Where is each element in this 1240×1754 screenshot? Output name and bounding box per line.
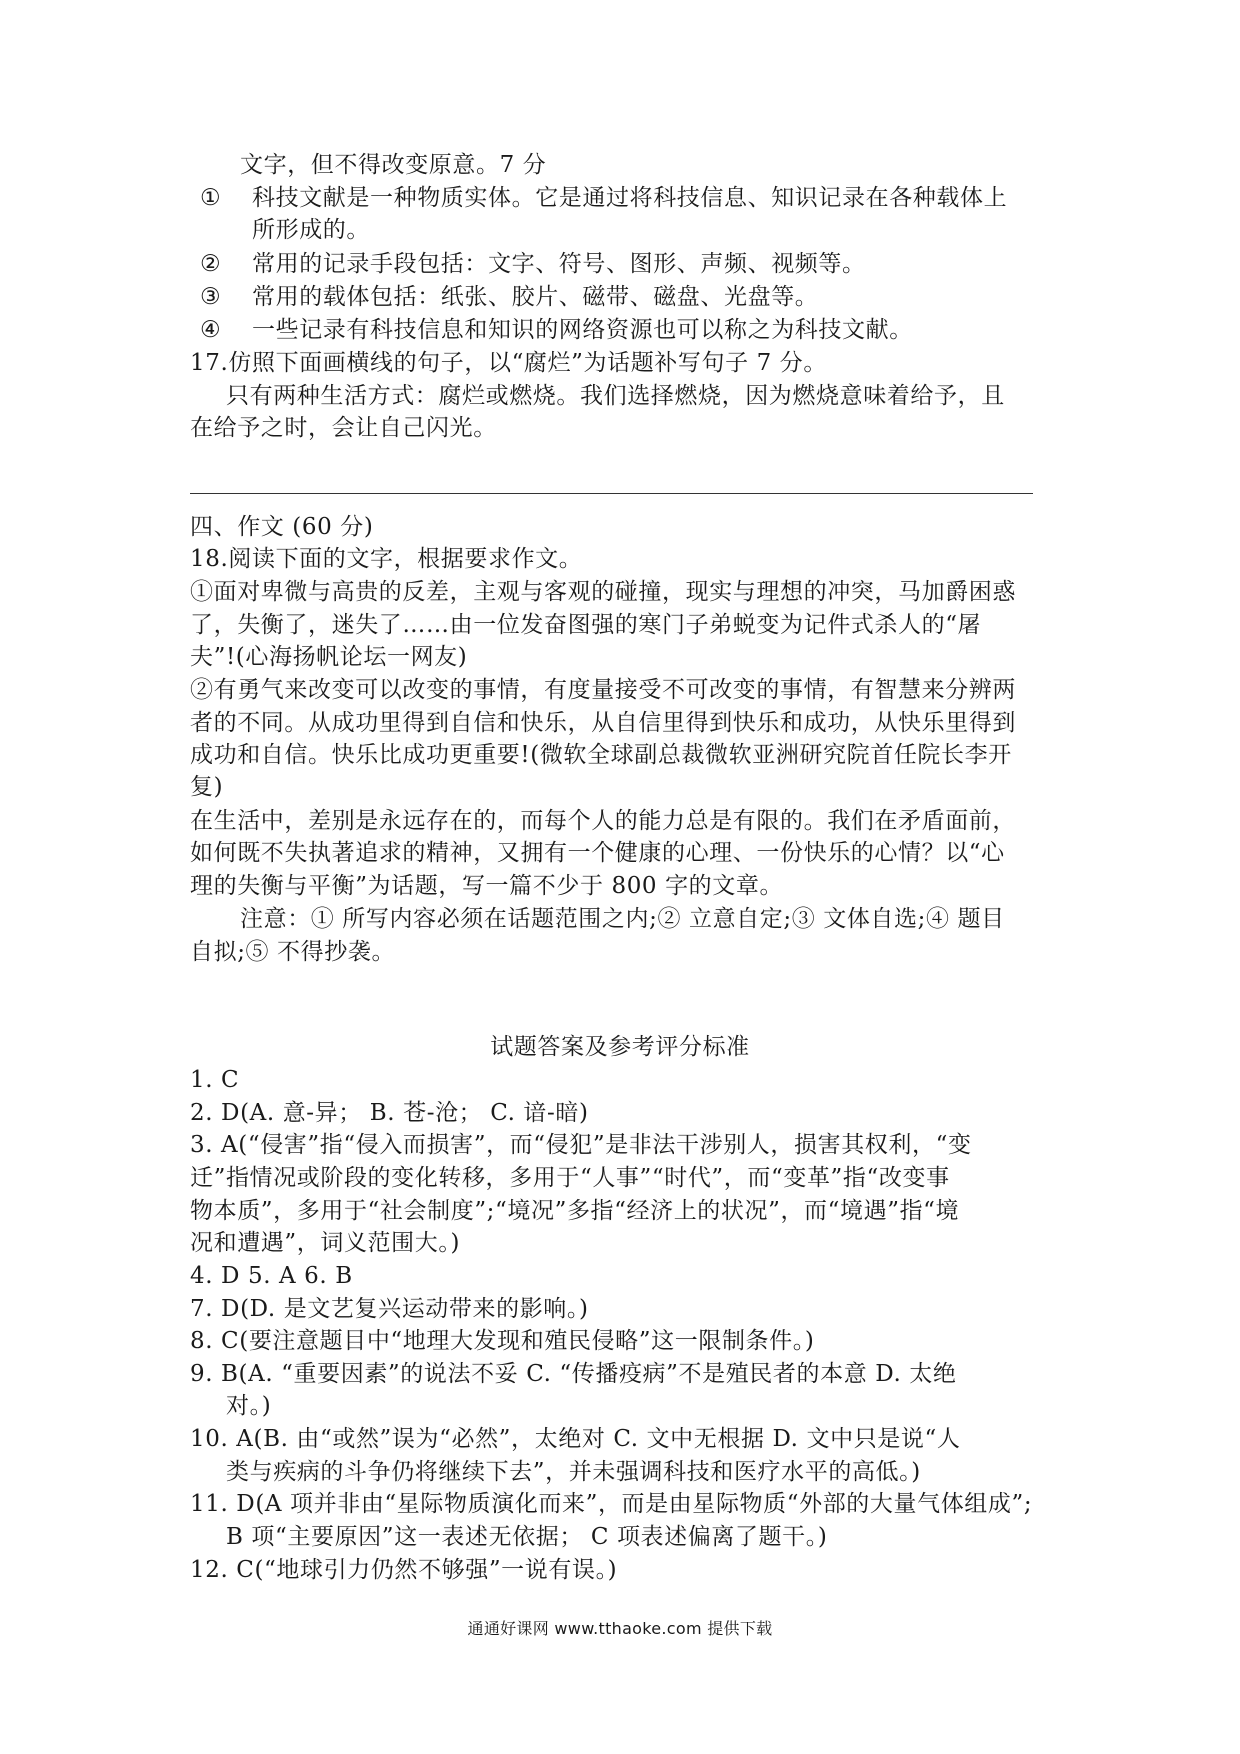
essay-paragraph-1-line-1: ①面对卑微与高贵的反差，主观与客观的碰撞，现实与理想的冲突，马加爵困惑 — [190, 579, 1016, 605]
answer-line: B 项“主要原因”这一表述无依据； C 项表述偏离了题干。) — [226, 1524, 828, 1550]
essay-paragraph-2-line-2: 者的不同。从成功里得到自信和快乐，从自信里得到快乐和成功，从快乐里得到 — [190, 710, 1016, 736]
section-heading-essay: 四、作文 (60 分) — [190, 514, 374, 540]
essay-note-line-1: 注意：① 所写内容必须在话题范围之内;② 立意自定;③ 文体自选;④ 题目 — [240, 906, 1005, 932]
q16-item-3-text: 常用的载体包括：纸张、胶片、磁带、磁盘、光盘等。 — [252, 284, 819, 310]
answer-line: 8. C(要注意题目中“地理大发现和殖民侵略”这一限制条件。) — [190, 1328, 815, 1354]
answer-line: 类与疾病的斗争仍将继续下去”，并未强调科技和医疗水平的高低。) — [226, 1459, 921, 1485]
q17-sentence-line-2: 在给予之时，会让自己闪光。 — [190, 415, 497, 441]
essay-paragraph-3-line-2: 如何既不失执著追求的精神，又拥有一个健康的心理、一份快乐的心情？以“心 — [190, 840, 1005, 866]
q16-item-2-marker: ② — [200, 251, 221, 277]
essay-paragraph-3-line-1: 在生活中，差别是永远存在的，而每个人的能力总是有限的。我们在矛盾面前， — [190, 808, 1016, 834]
essay-paragraph-2-line-4: 复) — [190, 774, 224, 800]
q17-title: 17.仿照下面画横线的句子，以“腐烂”为话题补写句子 7 分。 — [190, 350, 827, 376]
essay-paragraph-2-line-3: 成功和自信。快乐比成功更重要!(微软全球副总裁微软亚洲研究院首任院长李开 — [190, 742, 1012, 768]
essay-paragraph-2-line-1: ②有勇气来改变可以改变的事情，有度量接受不可改变的事情，有智慧来分辨两 — [190, 677, 1016, 703]
answer-line: 11. D(A 项并非由“星际物质演化而来”，而是由星际物质“外部的大量气体组成”; — [190, 1491, 1033, 1517]
answer-line: 2. D(A. 意-异； B. 苍-沧； C. 谙-暗) — [190, 1100, 589, 1126]
q16-item-4-text: 一些记录有科技信息和知识的网络资源也可以称之为科技文献。 — [252, 317, 913, 343]
essay-note-line-2: 自拟;⑤ 不得抄袭。 — [190, 939, 396, 965]
q16-item-1-marker: ① — [200, 185, 221, 211]
answer-line: 物本质”，多用于“社会制度”;“境况”多指“经济上的状况”，而“境遇”指“境 — [190, 1198, 960, 1224]
q18-title: 18.阅读下面的文字，根据要求作文。 — [190, 546, 583, 572]
essay-paragraph-1-line-2: 了，失衡了，迷失了……由一位发奋图强的寒门子弟蜕变为记件式杀人的“屠 — [190, 612, 982, 638]
q16-item-2-text: 常用的记录手段包括：文字、符号、图形、声频、视频等。 — [252, 251, 866, 277]
answers-title: 试题答案及参考评分标准 — [490, 1034, 750, 1060]
answer-line: 12. C(“地球引力仍然不够强”一说有误。) — [190, 1557, 618, 1583]
answer-line: 迁”指情况或阶段的变化转移，多用于“人事”“时代”，而“变革”指“改变事 — [190, 1165, 950, 1191]
q16-item-1-text-cont: 所形成的。 — [252, 217, 370, 243]
q16-item-4-marker: ④ — [200, 317, 221, 343]
q16-item-3-marker: ③ — [200, 284, 221, 310]
answer-blank-line — [190, 493, 1033, 494]
essay-paragraph-3-line-3: 理的失衡与平衡”为话题，写一篇不少于 800 字的文章。 — [190, 873, 784, 899]
q17-sentence-line-1: 只有两种生活方式：腐烂或燃烧。我们选择燃烧，因为燃烧意味着给予，且 — [226, 383, 1005, 409]
essay-paragraph-1-line-3: 夫”!(心海扬帆论坛一网友) — [190, 644, 468, 670]
answer-line: 况和遭遇”，词义范围大。) — [190, 1230, 461, 1256]
q16-continuation: 文字，但不得改变原意。7 分 — [240, 152, 547, 178]
answer-line: 1. C — [190, 1067, 240, 1093]
answer-line: 10. A(B. 由“或然”误为“必然”，太绝对 C. 文中无根据 D. 文中只是说“人 — [190, 1426, 961, 1452]
answer-line: 4. D 5. A 6. B — [190, 1263, 353, 1289]
answer-line: 7. D(D. 是文艺复兴运动带来的影响。) — [190, 1296, 589, 1322]
page-footer: 通通好课网 www.tthaoke.com 提供下载 — [467, 1619, 773, 1638]
answer-line: 对。) — [226, 1393, 272, 1419]
q16-item-1-text: 科技文献是一种物质实体。它是通过将科技信息、知识记录在各种载体上 — [252, 185, 1008, 211]
answer-line: 9. B(A. “重要因素”的说法不妥 C. “传播疫病”不是殖民者的本意 D. 太绝 — [190, 1361, 957, 1387]
answer-line: 3. A(“侵害”指“侵入而损害”，而“侵犯”是非法干涉别人，损害其权利，“变 — [190, 1132, 972, 1158]
